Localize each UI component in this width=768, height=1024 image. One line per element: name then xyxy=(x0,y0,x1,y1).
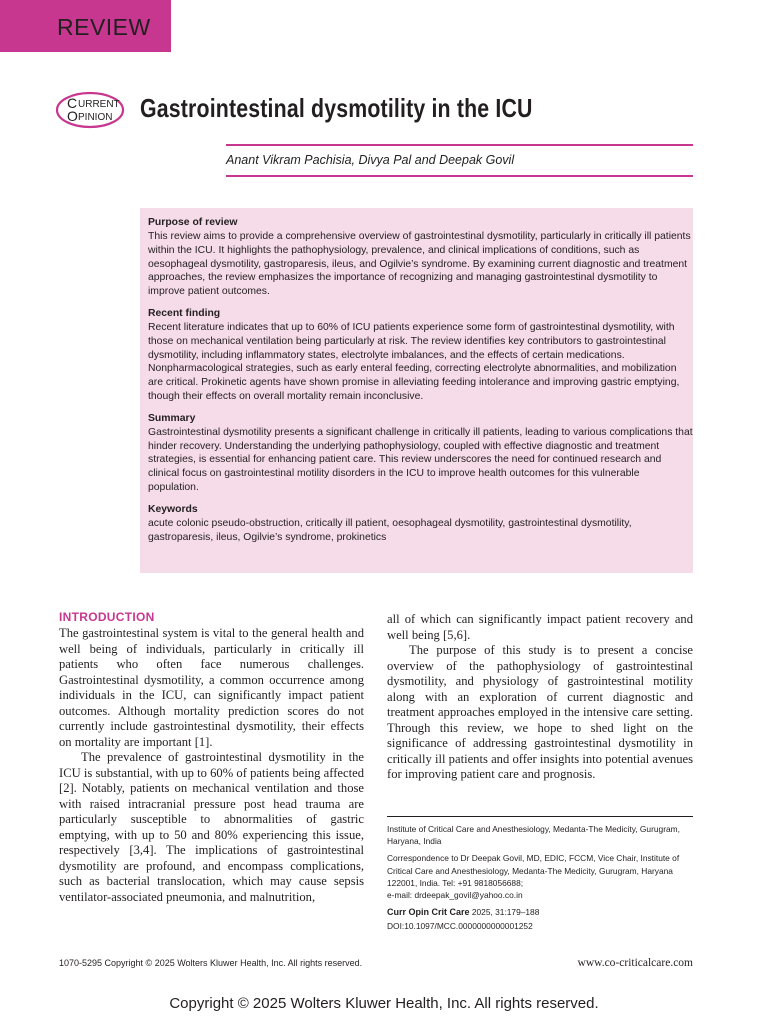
page-copyright: Copyright © 2025 Wolters Kluwer Health, Inc. All rights reserved. xyxy=(169,995,599,1012)
purpose-heading: Purpose of review xyxy=(148,217,238,228)
correspondence-text: Correspondence to Dr Deepak Govil, MD, EDIC, FCCM, Vice Chair, Institute of Critical Care and Anesthesiology, Medanta-The Medicity, Gurugram, Haryana 122001, India. Tel: +91 9818056688; xyxy=(387,853,680,888)
finding-text: Recent literature indicates that up to 60% of ICU patients experience some form of gastrointestinal dysmotility, with those on mechanical ventilation being particularly at risk. The review identifies key contributors to gastrointestinal dysmotility, including inflammatory states, electrolyte imbalances, and the effects of certain medications. Nonpharmacological strategies, such as early enteral feeding, correcting electrolyte abnormalities, and mobilization are critical. Prokinetic agents have shown promise in alleviating feeding intolerance and improving gastric emptying, though their effects on overall mortality remain inconclusive. xyxy=(148,321,680,402)
svg-text:URRENT: URRENT xyxy=(78,99,120,110)
left-column xyxy=(59,610,364,905)
abstract-box xyxy=(140,208,693,573)
current-opinion-logo xyxy=(55,91,125,129)
summary-text: Gastrointestinal dysmotility presents a significant challenge in critically ill patients, leading to various complications that hinder recovery. Understanding the underlying pathophysiology, coupled with effective diagnostic and treatment strategies, is essential for enhancing patient care. This review underscores the need for continued research and clinical focus on gastrointestinal motility disorders in the ICU to improve health outcomes for this vulnerable population. xyxy=(148,426,693,493)
footer-website: www.co-criticalcare.com xyxy=(577,957,693,969)
article-authors: Anant Vikram Pachisia, Divya Pal and Deepak Govil xyxy=(226,153,515,167)
svg-text:C: C xyxy=(67,95,78,111)
introduction-heading: INTRODUCTION xyxy=(59,610,155,624)
intro-paragraph-1: The gastrointestinal system is vital to the general health and well being of individuals, particularly in critically ill patients who often face numerous challenges. Gastrointestinal dysmotility, a common occurrence among individuals in the ICU, can significantly impact patient outcomes. Although mortality prediction scores do not currently include gastrointestinal dysmotility, their effects on mortality are important [1]. xyxy=(59,626,364,749)
right-column xyxy=(387,612,693,783)
affiliation-block xyxy=(387,816,693,938)
title-rule-bottom xyxy=(226,175,693,177)
doi-text: DOI:10.1097/MCC.0000000000001252 xyxy=(387,921,533,932)
summary-heading: Summary xyxy=(148,412,196,424)
title-rule-top xyxy=(226,144,693,146)
institute-text: Institute of Critical Care and Anesthesiology, Medanta-The Medicity, Gurugram, Haryana, India xyxy=(387,824,680,847)
footer-copyright-issn: 1070-5295 Copyright © 2025 Wolters Kluwer Health, Inc. All rights reserved. xyxy=(59,958,363,968)
intro-paragraph-3: all of which can significantly impact patient recovery and well being [5,6]. xyxy=(387,612,693,642)
intro-paragraph-2: The prevalence of gastrointestinal dysmotility in the ICU is substantial, with up to 60% of patients being affected [2]. Notably, patients on mechanical ventilation and those with raised intracranial pressure post head trauma are particularly susceptible to abnormalities of gastric emptying, with up to 50 and 80% experiencing this issue, respectively [3,4]. The implications of gastrointestinal dysmotility are profound, and encompass complications, such as bacterial translocation, which may cause sepsis ventilator-associated pneumonia, and malnutrition, xyxy=(59,750,364,904)
svg-text:O: O xyxy=(67,108,78,124)
citation-line xyxy=(387,906,693,918)
finding-heading: Recent finding xyxy=(148,307,221,319)
keywords-text: acute colonic pseudo-obstruction, critically ill patient, oesophageal dysmotility, gastrointestinal dysmotility, gastroparesis, ileus, Ogilvie’s syndrome, prokinetics xyxy=(148,517,632,543)
svg-text:PINION: PINION xyxy=(78,112,113,123)
review-label: REVIEW xyxy=(57,14,151,40)
journal-name: Curr Opin Crit Care xyxy=(387,907,470,918)
email-text: e-mail: drdeepak_govil@yahoo.co.in xyxy=(387,890,523,901)
review-tab xyxy=(0,0,171,52)
article-title: Gastrointestinal dysmotility in the ICU xyxy=(140,93,533,123)
keywords-heading: Keywords xyxy=(148,503,198,515)
purpose-text: This review aims to provide a comprehensive overview of gastrointestinal dysmotility, particularly in critically ill patients within the ICU. It highlights the pathophysiology, prevalence, and clinical implications of conditions, such as oesophageal dysmotility, gastroparesis, ileus, and Ogilvie’s syndrome. By examining current diagnostic and treatment approaches, the review emphasizes the importance of recognizing and managing gastrointestinal dysmotility to improve patient outcomes. xyxy=(148,231,691,298)
citation-text: 2025, 31:179–188 xyxy=(469,907,540,918)
intro-paragraph-4: The purpose of this study is to present a concise overview of the pathophysiology of gastrointestinal dysmotility, and physiology of gastrointestinal motility along with an exploration of current diagnostic and treatment approaches employed in the intensive care setting. Through this review, we hope to shed light on the significance of addressing gastrointestinal dysmotility in critically ill patients and offer insights into potential avenues for improving patient care and prognosis. xyxy=(387,643,693,781)
